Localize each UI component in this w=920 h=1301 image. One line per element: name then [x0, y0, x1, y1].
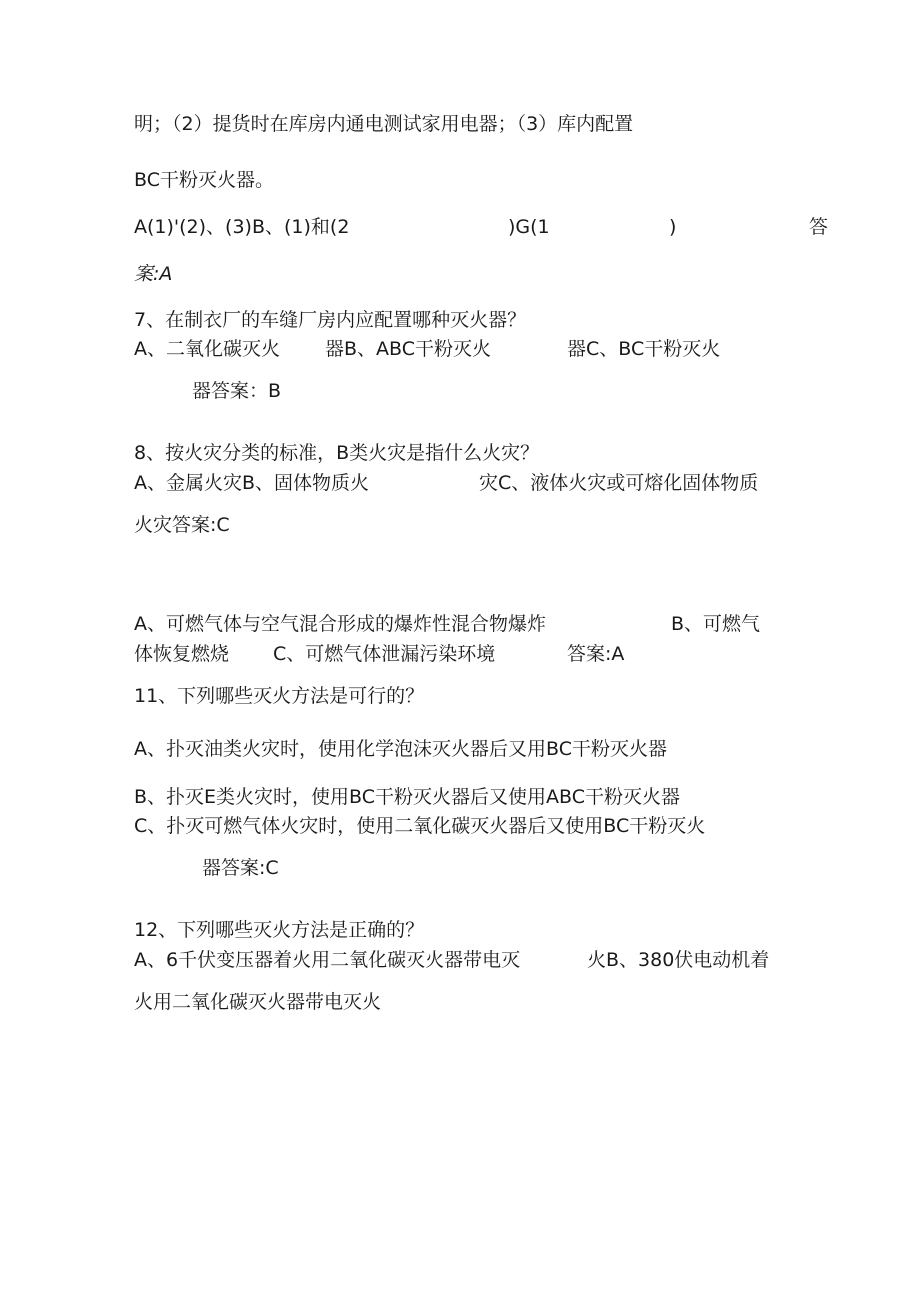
text-line: 明；（2）提货时在库房内通电测试家用电器；（3）库内配置 [134, 113, 634, 135]
answer-line: 器答案:C [202, 857, 279, 879]
text-line: B、扑灭E类火灾时，使用BC干粉灭火器后又使用ABC干粉灭火器 [134, 786, 680, 808]
text-line: 器C、BC干粉灭火 [567, 338, 721, 360]
answer-line: 案:A [134, 263, 173, 285]
text-line: 体恢复燃烧 [134, 643, 230, 665]
text-line: A、扑灭油类火灾时，使用化学泡沫灭火器后又用BC干粉灭火器 [134, 738, 667, 760]
text-line: 火B、380伏电动机着 [587, 949, 770, 971]
text-line: B、可燃气 [671, 613, 761, 635]
text-line: 器B、ABC干粉灭火 [325, 338, 491, 360]
text-line: A、金属火灾B、固体物质火 [134, 472, 370, 494]
question-8: 8、按火灾分类的标准，B类火灾是指什么火灾？ [134, 442, 540, 464]
answer-line: 火灾答案:C [134, 514, 230, 536]
text-line: )G(1 [508, 216, 550, 238]
text-line: C、扑灭可燃气体火灾时，使用二氧化碳灭火器后又使用BC干粉灭火 [134, 815, 706, 837]
text-line: C、可燃气体泄漏污染环境 [273, 643, 496, 665]
question-12: 12、下列哪些灭火方法是正确的？ [134, 919, 425, 941]
text-line: A、6千伏变压器着火用二氧化碳灭火器带电灭 [134, 949, 521, 971]
text-line: 火用二氧化碳灭火器带电灭火 [134, 991, 382, 1013]
text-line: A、可燃气体与空气混合形成的爆炸性混合物爆炸 [134, 613, 546, 635]
text-line: A(1)'(2)、(3)B、(1)和(2 [134, 216, 350, 238]
text-line: 答 [809, 216, 829, 238]
text-line: 灾C、液体火灾或可熔化固体物质 [479, 472, 759, 494]
answer-line: 答案:A [567, 643, 625, 665]
text-line: ) [669, 216, 677, 238]
question-11: 11、下列哪些灭火方法是可行的？ [134, 685, 425, 707]
answer-line: 器答案：B [192, 380, 282, 402]
text-line: A、二氧化碳灭火 [134, 338, 280, 360]
text-line: BC干粉灭火器。 [134, 169, 274, 191]
question-7: 7、在制衣厂的车缝厂房内应配置哪种灭火器？ [134, 309, 527, 331]
